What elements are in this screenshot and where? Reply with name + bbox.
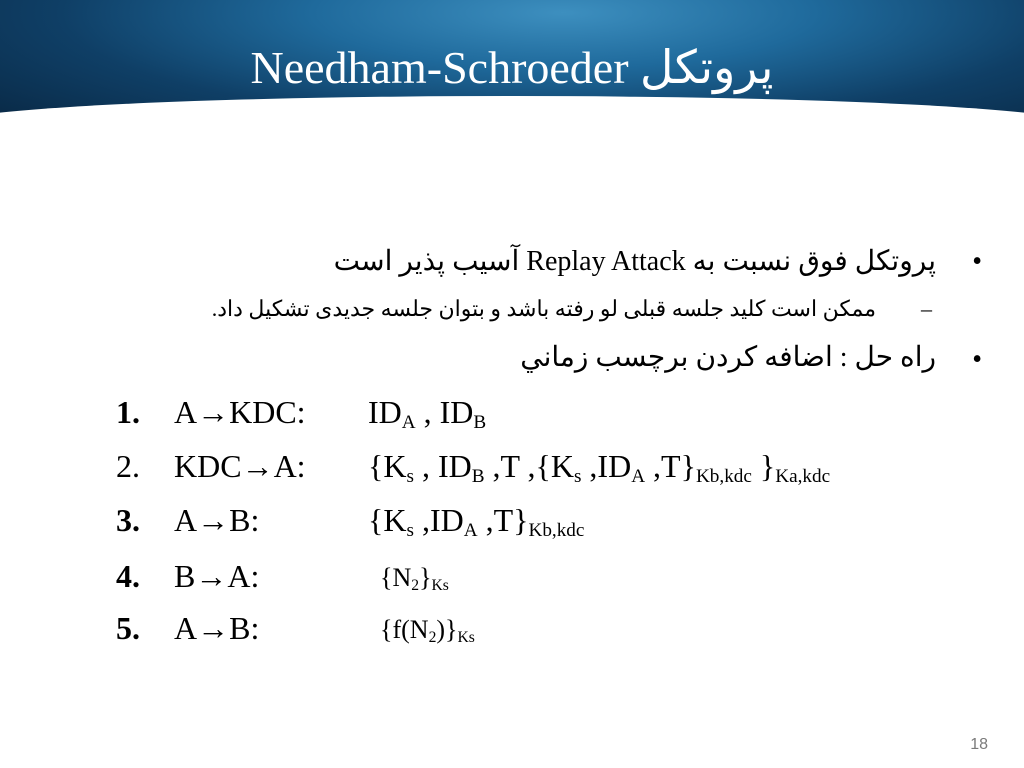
bullet-text-part: پروتکل فوق نسبت به — [685, 246, 936, 277]
step-payload: {$K_s$ , $ID_B$ ,T $,\{K_s$ $,ID_A$ $,T\}_{Kb,kdc}$ }$_{Ka,kdc}$ — [368, 448, 831, 487]
step-number: 5. — [116, 610, 140, 646]
step-flow: B→A: — [174, 558, 260, 594]
step-number: 1. — [116, 394, 140, 430]
slide-title: Needham-Schroeder پروتکل — [250, 42, 774, 93]
step-flow: A→B: — [174, 502, 260, 538]
bullet-marker: • — [972, 246, 982, 277]
sub-bullet-marker: – — [921, 296, 932, 321]
bullet-latin-term: Replay Attack — [526, 246, 686, 277]
bullet-replay-attack — [334, 244, 936, 280]
step-flow: A→KDC: — [174, 394, 306, 430]
step-number: 2. — [116, 448, 140, 484]
step-payload: $\{N_2\}_{Ks}$ — [380, 563, 449, 594]
sub-bullet-text: ممکن است کلید جلسه قبلی لو رفته باشد و بتوان جلسه جدیدی تشکیل داد. — [211, 296, 876, 321]
bullet-solution: راه حل : اضافه کردن برچسب زماني — [520, 342, 936, 373]
header-curve — [0, 96, 1024, 156]
step-flow: A→B: — [174, 610, 260, 646]
step-payload: $ID_A$ , $ID_B$ — [368, 394, 487, 433]
step-number: 4. — [116, 558, 140, 594]
step-number: 3. — [116, 502, 140, 538]
step-flow: KDC→A: — [174, 448, 306, 484]
bullet-text-part: آسیب پذیر است — [333, 246, 527, 277]
step-payload: {$K_s$ $,ID_A$ $,T\}_{Kb,kdc}$ — [368, 502, 585, 541]
bullet-marker: • — [972, 344, 982, 375]
page-number: 18 — [970, 736, 988, 753]
step-payload: $\{f(N_2)\}_{Ks}$ — [380, 615, 475, 646]
